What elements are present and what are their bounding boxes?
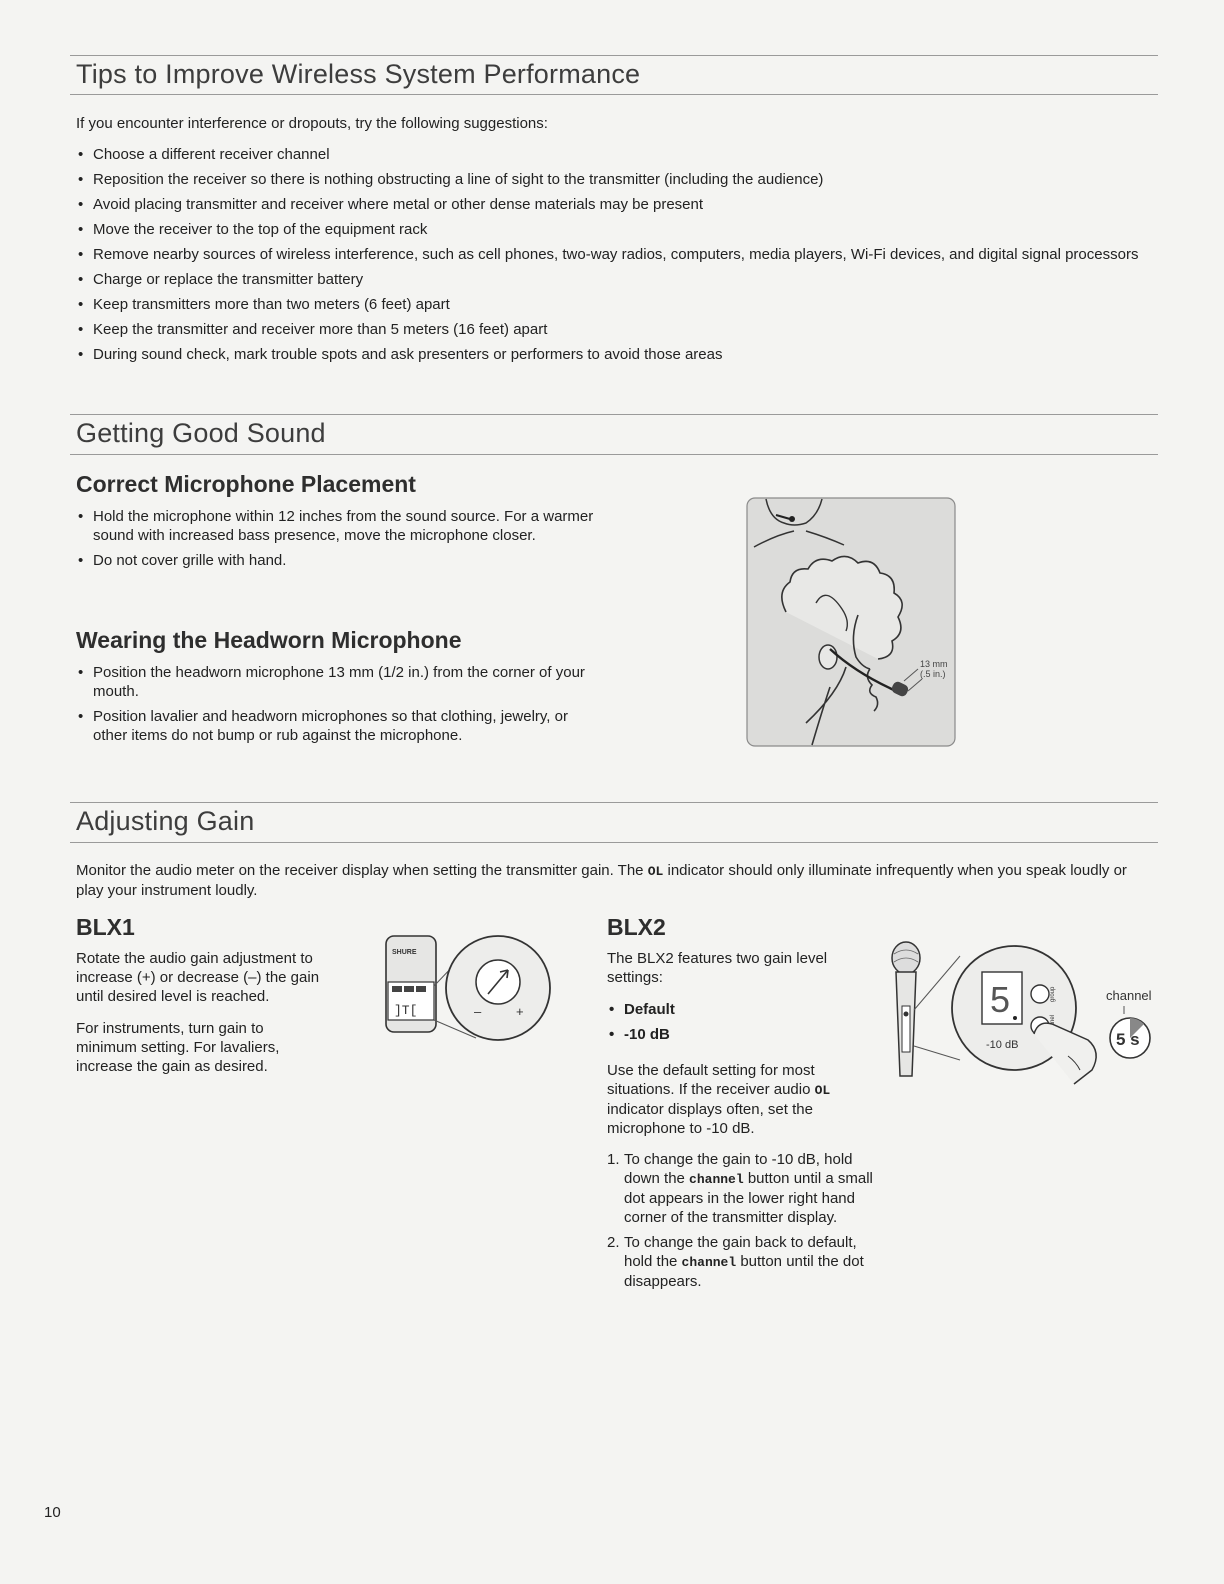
list-item: • -10 dB — [607, 1025, 807, 1044]
gain-top-rule — [70, 802, 1158, 803]
list-item: • Reposition the receiver so there is nothing obstructing a line of sight to the transmitter (including the audience) — [76, 170, 1156, 189]
channel-button-label: channel — [689, 1172, 744, 1187]
channel-label: channel — [1106, 988, 1152, 1003]
sound-top-rule — [70, 414, 1158, 415]
blx2-intro: The BLX2 features two gain level settings: — [607, 950, 828, 986]
list-item: • Position the headworn microphone 13 mm (1/2 in.) from the corner of your mouth. — [76, 663, 606, 701]
list-item: • Choose a different receiver channel — [76, 145, 1156, 164]
channel-button-label: channel — [681, 1255, 737, 1270]
list-item: • Default — [607, 1000, 807, 1019]
figure-label-mm: 13 mm — [920, 659, 948, 669]
gain-title-rule — [70, 842, 1158, 843]
list-item: • Keep transmitters more than two meters (6 feet) apart — [76, 295, 1156, 314]
placement-heading: Correct Microphone Placement — [76, 471, 416, 497]
group-label: group — [1050, 986, 1056, 1002]
display-digit: 5 — [990, 979, 1011, 1020]
list-item: • Avoid placing transmitter and receiver where metal or other dense materials may be present — [76, 195, 1156, 214]
list-item: 1. To change the gain to -10 dB, hold down the channel button until a small dot appears in the lower right hand corner of the transmitter display. — [607, 1151, 873, 1226]
brand-label: SHURE — [392, 949, 417, 956]
sound-section-title: Getting Good Sound — [76, 418, 326, 448]
blx2-gain-illustration — [888, 936, 1168, 1086]
headworn-mic-illustration — [746, 497, 956, 747]
sound-title-rule — [70, 454, 1158, 455]
tips-section-title: Tips to Improve Wireless System Performance — [76, 59, 641, 89]
list-item: • Charge or replace the transmitter battery — [76, 270, 1156, 289]
headworn-heading: Wearing the Headworn Microphone — [76, 627, 462, 653]
tips-list — [76, 145, 1156, 364]
tips-intro: If you encounter interference or dropouts, try the following suggestions: — [76, 115, 548, 132]
list-item: • Move the receiver to the top of the equipment rack — [76, 220, 1156, 239]
list-item: • Keep the transmitter and receiver more than 5 meters (16 feet) apart — [76, 320, 1156, 339]
list-item: • Do not cover grille with hand. — [76, 551, 596, 570]
timer-label: 5 s — [1116, 1030, 1140, 1049]
list-item: • During sound check, mark trouble spots and ask presenters or performers to avoid those areas — [76, 345, 1156, 364]
blx1-gain-illustration — [380, 930, 560, 1045]
blx2-para: Use the default setting for most situations. If the receiver audio OL indicator displays often, set the microphone to -10 dB. — [607, 1062, 831, 1137]
blx1-para1: Rotate the audio gain adjustment to increase (+) or decrease (–) the gain until desired level is reached. — [76, 950, 320, 1005]
gain-plus-label: + — [516, 1004, 524, 1019]
list-item: • Remove nearby sources of wireless interference, such as cell phones, two-way radios, computers, media players, Wi-Fi devices, and digital signal processors — [76, 245, 1156, 264]
gain-intro: Monitor the audio meter on the receiver display when setting the transmitter gain. The OL indicator should only illuminate infrequently when you speak loudly or play your instrument loudly. — [76, 862, 1127, 899]
top-rule — [70, 55, 1158, 56]
headworn-list — [76, 663, 606, 745]
gain-minus-label: – — [474, 1004, 482, 1019]
figure-label-in: (.5 in.) — [920, 669, 946, 679]
blx1-heading: BLX1 — [76, 914, 135, 940]
list-item: • Position lavalier and headworn microphones so that clothing, jewelry, or other items do not bump or rub against the microphone. — [76, 707, 606, 745]
list-item: • Hold the microphone within 12 inches from the sound source. For a warmer sound with increased bass presence, move the microphone closer. — [76, 507, 596, 545]
blx2-steps — [607, 1150, 882, 1291]
blx1-para2: For instruments, turn gain to minimum setting. For lavaliers, increase the gain as desired. — [76, 1020, 280, 1075]
list-item: 2. To change the gain back to default, hold the channel button until the dot disappears. — [607, 1234, 864, 1290]
minus-10db-label: -10 dB — [986, 1039, 1019, 1051]
blx2-heading: BLX2 — [607, 914, 666, 940]
ol-indicator: OL — [647, 864, 664, 879]
svg-text:]T[: ]T[ — [394, 1003, 418, 1018]
gain-section-title: Adjusting Gain — [76, 806, 255, 836]
ol-indicator: OL — [814, 1083, 831, 1098]
page-number: 10 — [44, 1504, 61, 1521]
placement-list — [76, 507, 596, 570]
tips-title-rule — [70, 94, 1158, 95]
blx2-settings-list — [607, 1000, 807, 1044]
